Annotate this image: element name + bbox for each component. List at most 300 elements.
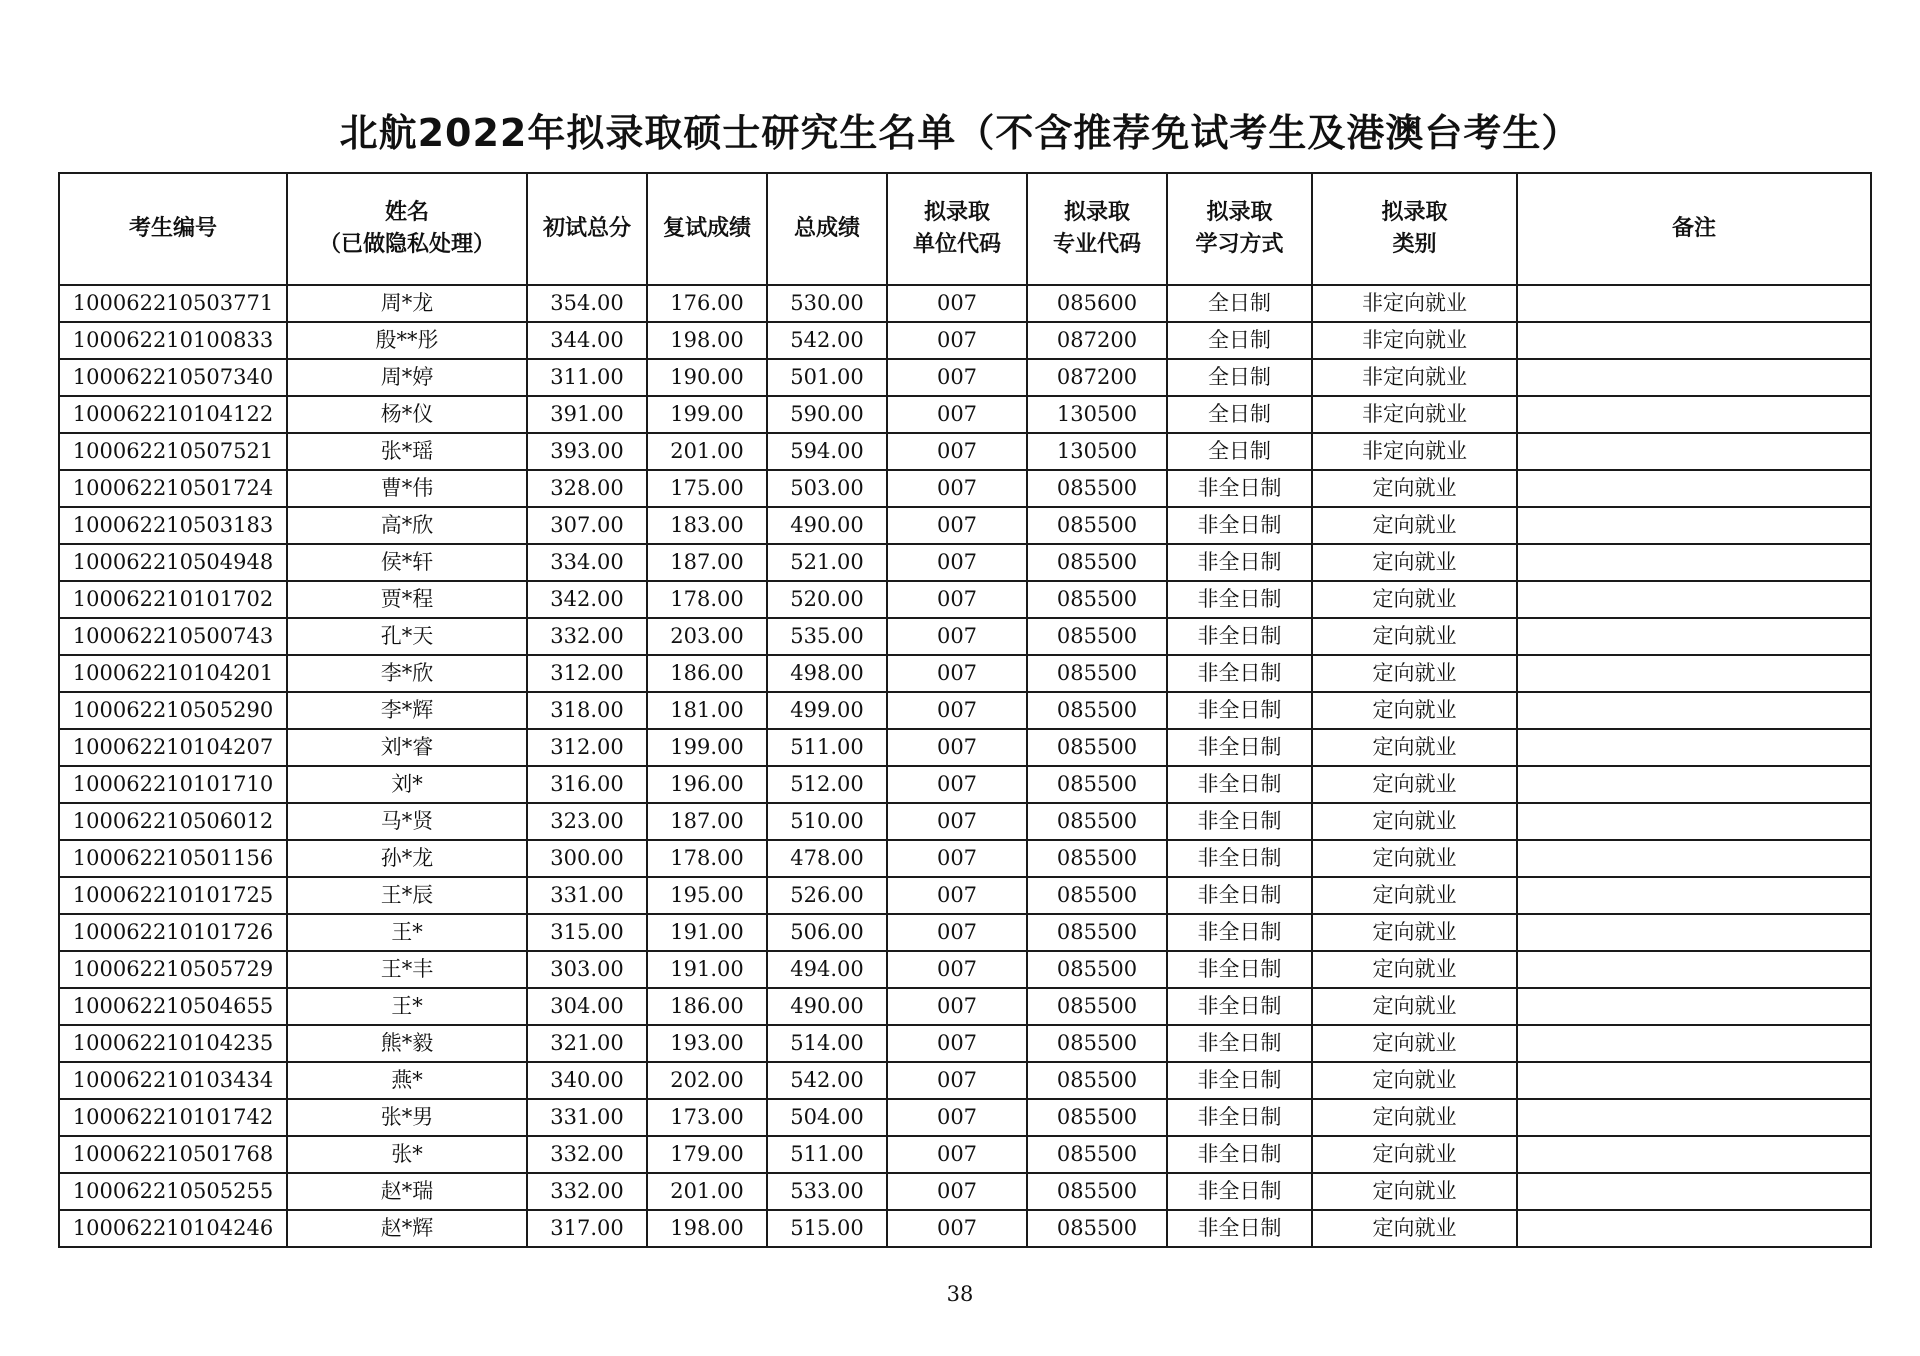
major-code-cell: 085500 xyxy=(1027,655,1167,692)
note-cell xyxy=(1517,359,1871,396)
retest-score-cell: 198.00 xyxy=(647,322,767,359)
name-cell: 刘*睿 xyxy=(287,729,527,766)
candidate-id-cell: 100062210101710 xyxy=(59,766,287,803)
study-mode-cell: 全日制 xyxy=(1167,285,1312,322)
name-cell: 曹*伟 xyxy=(287,470,527,507)
table-row xyxy=(59,914,1871,951)
category-cell: 非定向就业 xyxy=(1312,322,1517,359)
column-header-label: 初试总分 xyxy=(542,216,631,241)
note-cell xyxy=(1517,396,1871,433)
table-row xyxy=(59,803,1871,840)
major-code-cell: 085500 xyxy=(1027,470,1167,507)
name-cell: 张*瑶 xyxy=(287,433,527,470)
prelim-score-cell: 300.00 xyxy=(527,840,647,877)
note-cell xyxy=(1517,322,1871,359)
prelim-score-cell: 342.00 xyxy=(527,581,647,618)
note-cell xyxy=(1517,803,1871,840)
name-cell: 王* xyxy=(287,988,527,1025)
total-score-cell: 504.00 xyxy=(767,1099,887,1136)
total-score-cell: 506.00 xyxy=(767,914,887,951)
column-header xyxy=(1312,173,1517,285)
table-row xyxy=(59,1099,1871,1136)
total-score-cell: 590.00 xyxy=(767,396,887,433)
major-code-cell: 130500 xyxy=(1027,433,1167,470)
major-code-cell: 085500 xyxy=(1027,1136,1167,1173)
note-cell xyxy=(1517,618,1871,655)
prelim-score-cell: 340.00 xyxy=(527,1062,647,1099)
unit-code-cell: 007 xyxy=(887,951,1027,988)
study-mode-cell: 非全日制 xyxy=(1167,988,1312,1025)
study-mode-cell: 非全日制 xyxy=(1167,692,1312,729)
retest-score-cell: 199.00 xyxy=(647,729,767,766)
unit-code-cell: 007 xyxy=(887,1210,1027,1247)
note-cell xyxy=(1517,285,1871,322)
total-score-cell: 490.00 xyxy=(767,988,887,1025)
major-code-cell: 085500 xyxy=(1027,877,1167,914)
unit-code-cell: 007 xyxy=(887,1062,1027,1099)
category-cell: 定向就业 xyxy=(1312,1173,1517,1210)
column-header-label: 备注 xyxy=(1671,216,1716,241)
unit-code-cell: 007 xyxy=(887,914,1027,951)
category-cell: 非定向就业 xyxy=(1312,396,1517,433)
category-cell: 定向就业 xyxy=(1312,1062,1517,1099)
study-mode-cell: 非全日制 xyxy=(1167,729,1312,766)
column-header-label: 考生编号 xyxy=(128,216,217,241)
prelim-score-cell: 328.00 xyxy=(527,470,647,507)
note-cell xyxy=(1517,692,1871,729)
table-header xyxy=(59,173,1871,285)
study-mode-cell: 非全日制 xyxy=(1167,1025,1312,1062)
category-cell: 定向就业 xyxy=(1312,1025,1517,1062)
page-number: 38 xyxy=(946,1282,974,1306)
column-header xyxy=(1027,173,1167,285)
major-code-cell: 085500 xyxy=(1027,581,1167,618)
candidate-id-cell: 100062210100833 xyxy=(59,322,287,359)
unit-code-cell: 007 xyxy=(887,803,1027,840)
candidate-id-cell: 100062210506012 xyxy=(59,803,287,840)
total-score-cell: 542.00 xyxy=(767,1062,887,1099)
retest-score-cell: 201.00 xyxy=(647,433,767,470)
note-cell xyxy=(1517,877,1871,914)
retest-score-cell: 186.00 xyxy=(647,988,767,1025)
study-mode-cell: 非全日制 xyxy=(1167,1210,1312,1247)
major-code-cell: 085500 xyxy=(1027,1210,1167,1247)
major-code-cell: 085500 xyxy=(1027,988,1167,1025)
unit-code-cell: 007 xyxy=(887,285,1027,322)
prelim-score-cell: 332.00 xyxy=(527,1173,647,1210)
candidate-id-cell: 100062210104201 xyxy=(59,655,287,692)
note-cell xyxy=(1517,729,1871,766)
major-code-cell: 085500 xyxy=(1027,951,1167,988)
note-cell xyxy=(1517,1136,1871,1173)
column-header xyxy=(527,173,647,285)
table-row xyxy=(59,470,1871,507)
note-cell xyxy=(1517,840,1871,877)
column-header-sublabel: 类别 xyxy=(1392,232,1437,257)
retest-score-cell: 198.00 xyxy=(647,1210,767,1247)
prelim-score-cell: 321.00 xyxy=(527,1025,647,1062)
study-mode-cell: 非全日制 xyxy=(1167,840,1312,877)
name-cell: 赵*辉 xyxy=(287,1210,527,1247)
table-row xyxy=(59,1136,1871,1173)
name-cell: 张* xyxy=(287,1136,527,1173)
retest-score-cell: 187.00 xyxy=(647,803,767,840)
total-score-cell: 511.00 xyxy=(767,729,887,766)
retest-score-cell: 201.00 xyxy=(647,1173,767,1210)
name-cell: 李*欣 xyxy=(287,655,527,692)
major-code-cell: 085500 xyxy=(1027,1062,1167,1099)
candidate-id-cell: 100062210103434 xyxy=(59,1062,287,1099)
table-row xyxy=(59,322,1871,359)
major-code-cell: 085500 xyxy=(1027,766,1167,803)
unit-code-cell: 007 xyxy=(887,322,1027,359)
column-header xyxy=(647,173,767,285)
candidate-id-cell: 100062210104207 xyxy=(59,729,287,766)
category-cell: 定向就业 xyxy=(1312,618,1517,655)
name-cell: 李*辉 xyxy=(287,692,527,729)
table-row xyxy=(59,951,1871,988)
unit-code-cell: 007 xyxy=(887,359,1027,396)
major-code-cell: 085500 xyxy=(1027,1025,1167,1062)
name-cell: 张*男 xyxy=(287,1099,527,1136)
category-cell: 非定向就业 xyxy=(1312,359,1517,396)
candidate-id-cell: 100062210101726 xyxy=(59,914,287,951)
retest-score-cell: 176.00 xyxy=(647,285,767,322)
total-score-cell: 512.00 xyxy=(767,766,887,803)
note-cell xyxy=(1517,433,1871,470)
prelim-score-cell: 354.00 xyxy=(527,285,647,322)
unit-code-cell: 007 xyxy=(887,433,1027,470)
candidate-id-cell: 100062210101725 xyxy=(59,877,287,914)
total-score-cell: 526.00 xyxy=(767,877,887,914)
unit-code-cell: 007 xyxy=(887,1136,1027,1173)
total-score-cell: 511.00 xyxy=(767,1136,887,1173)
unit-code-cell: 007 xyxy=(887,1173,1027,1210)
retest-score-cell: 191.00 xyxy=(647,951,767,988)
retest-score-cell: 195.00 xyxy=(647,877,767,914)
candidate-id-cell: 100062210101742 xyxy=(59,1099,287,1136)
category-cell: 定向就业 xyxy=(1312,914,1517,951)
major-code-cell: 085500 xyxy=(1027,914,1167,951)
category-cell: 定向就业 xyxy=(1312,951,1517,988)
study-mode-cell: 非全日制 xyxy=(1167,1099,1312,1136)
table-row xyxy=(59,618,1871,655)
retest-score-cell: 187.00 xyxy=(647,544,767,581)
total-score-cell: 530.00 xyxy=(767,285,887,322)
retest-score-cell: 183.00 xyxy=(647,507,767,544)
prelim-score-cell: 315.00 xyxy=(527,914,647,951)
name-cell: 杨*仪 xyxy=(287,396,527,433)
page-title: 北航2022年拟录取硕士研究生名单（不含推荐免试考生及港澳台考生） xyxy=(339,111,1581,155)
study-mode-cell: 非全日制 xyxy=(1167,618,1312,655)
category-cell: 定向就业 xyxy=(1312,840,1517,877)
unit-code-cell: 007 xyxy=(887,544,1027,581)
header-row xyxy=(59,173,1871,285)
name-cell: 刘* xyxy=(287,766,527,803)
candidate-id-cell: 100062210504655 xyxy=(59,988,287,1025)
major-code-cell: 085500 xyxy=(1027,544,1167,581)
note-cell xyxy=(1517,951,1871,988)
total-score-cell: 520.00 xyxy=(767,581,887,618)
category-cell: 定向就业 xyxy=(1312,692,1517,729)
table-row xyxy=(59,1173,1871,1210)
table-row xyxy=(59,766,1871,803)
note-cell xyxy=(1517,1173,1871,1210)
candidate-id-cell: 100062210505255 xyxy=(59,1173,287,1210)
category-cell: 非定向就业 xyxy=(1312,285,1517,322)
note-cell xyxy=(1517,470,1871,507)
note-cell xyxy=(1517,1099,1871,1136)
name-cell: 侯*轩 xyxy=(287,544,527,581)
column-header-sublabel: 专业代码 xyxy=(1052,232,1141,257)
candidate-id-cell: 100062210507521 xyxy=(59,433,287,470)
total-score-cell: 594.00 xyxy=(767,433,887,470)
candidate-id-cell: 100062210505290 xyxy=(59,692,287,729)
unit-code-cell: 007 xyxy=(887,470,1027,507)
total-score-cell: 535.00 xyxy=(767,618,887,655)
unit-code-cell: 007 xyxy=(887,766,1027,803)
unit-code-cell: 007 xyxy=(887,692,1027,729)
table-row xyxy=(59,729,1871,766)
name-cell: 王* xyxy=(287,914,527,951)
name-cell: 马*贤 xyxy=(287,803,527,840)
column-header-sublabel: 单位代码 xyxy=(912,232,1001,257)
name-cell: 孔*天 xyxy=(287,618,527,655)
retest-score-cell: 196.00 xyxy=(647,766,767,803)
total-score-cell: 494.00 xyxy=(767,951,887,988)
table-row xyxy=(59,840,1871,877)
unit-code-cell: 007 xyxy=(887,729,1027,766)
retest-score-cell: 179.00 xyxy=(647,1136,767,1173)
retest-score-cell: 202.00 xyxy=(647,1062,767,1099)
column-header xyxy=(1517,173,1871,285)
candidate-id-cell: 100062210501724 xyxy=(59,470,287,507)
total-score-cell: 510.00 xyxy=(767,803,887,840)
table-row xyxy=(59,433,1871,470)
study-mode-cell: 非全日制 xyxy=(1167,507,1312,544)
retest-score-cell: 199.00 xyxy=(647,396,767,433)
note-cell xyxy=(1517,1025,1871,1062)
study-mode-cell: 非全日制 xyxy=(1167,470,1312,507)
retest-score-cell: 186.00 xyxy=(647,655,767,692)
study-mode-cell: 全日制 xyxy=(1167,396,1312,433)
category-cell: 定向就业 xyxy=(1312,544,1517,581)
name-cell: 熊*毅 xyxy=(287,1025,527,1062)
candidate-id-cell: 100062210507340 xyxy=(59,359,287,396)
name-cell: 王*丰 xyxy=(287,951,527,988)
total-score-cell: 521.00 xyxy=(767,544,887,581)
category-cell: 定向就业 xyxy=(1312,877,1517,914)
name-cell: 王*辰 xyxy=(287,877,527,914)
prelim-score-cell: 316.00 xyxy=(527,766,647,803)
prelim-score-cell: 304.00 xyxy=(527,988,647,1025)
study-mode-cell: 非全日制 xyxy=(1167,951,1312,988)
retest-score-cell: 193.00 xyxy=(647,1025,767,1062)
retest-score-cell: 173.00 xyxy=(647,1099,767,1136)
retest-score-cell: 203.00 xyxy=(647,618,767,655)
candidate-id-cell: 100062210504948 xyxy=(59,544,287,581)
total-score-cell: 515.00 xyxy=(767,1210,887,1247)
retest-score-cell: 190.00 xyxy=(647,359,767,396)
prelim-score-cell: 323.00 xyxy=(527,803,647,840)
study-mode-cell: 非全日制 xyxy=(1167,803,1312,840)
study-mode-cell: 非全日制 xyxy=(1167,655,1312,692)
prelim-score-cell: 334.00 xyxy=(527,544,647,581)
major-code-cell: 085500 xyxy=(1027,1099,1167,1136)
unit-code-cell: 007 xyxy=(887,618,1027,655)
note-cell xyxy=(1517,1210,1871,1247)
column-header xyxy=(767,173,887,285)
unit-code-cell: 007 xyxy=(887,1099,1027,1136)
prelim-score-cell: 312.00 xyxy=(527,655,647,692)
note-cell xyxy=(1517,581,1871,618)
name-cell: 殷**彤 xyxy=(287,322,527,359)
column-header-label: 拟录取 xyxy=(1381,200,1448,225)
prelim-score-cell: 312.00 xyxy=(527,729,647,766)
table-row xyxy=(59,285,1871,322)
study-mode-cell: 非全日制 xyxy=(1167,1136,1312,1173)
total-score-cell: 542.00 xyxy=(767,322,887,359)
major-code-cell: 087200 xyxy=(1027,322,1167,359)
total-score-cell: 490.00 xyxy=(767,507,887,544)
unit-code-cell: 007 xyxy=(887,988,1027,1025)
retest-score-cell: 178.00 xyxy=(647,581,767,618)
column-header-label: 复试成绩 xyxy=(662,216,751,241)
prelim-score-cell: 331.00 xyxy=(527,1099,647,1136)
column-header-label: 拟录取 xyxy=(1206,200,1273,225)
study-mode-cell: 非全日制 xyxy=(1167,914,1312,951)
name-cell: 高*欣 xyxy=(287,507,527,544)
name-cell: 赵*瑞 xyxy=(287,1173,527,1210)
prelim-score-cell: 303.00 xyxy=(527,951,647,988)
total-score-cell: 498.00 xyxy=(767,655,887,692)
category-cell: 定向就业 xyxy=(1312,1099,1517,1136)
name-cell: 周*婷 xyxy=(287,359,527,396)
total-score-cell: 503.00 xyxy=(767,470,887,507)
table-row xyxy=(59,544,1871,581)
prelim-score-cell: 391.00 xyxy=(527,396,647,433)
category-cell: 非定向就业 xyxy=(1312,433,1517,470)
prelim-score-cell: 307.00 xyxy=(527,507,647,544)
column-header xyxy=(1167,173,1312,285)
note-cell xyxy=(1517,507,1871,544)
table-row xyxy=(59,1025,1871,1062)
table-row xyxy=(59,655,1871,692)
category-cell: 定向就业 xyxy=(1312,581,1517,618)
column-header-label: 姓名 xyxy=(384,200,429,225)
column-header xyxy=(887,173,1027,285)
note-cell xyxy=(1517,544,1871,581)
total-score-cell: 478.00 xyxy=(767,840,887,877)
study-mode-cell: 全日制 xyxy=(1167,433,1312,470)
name-cell: 孙*龙 xyxy=(287,840,527,877)
table-row xyxy=(59,1062,1871,1099)
column-header-label: 拟录取 xyxy=(1063,200,1130,225)
study-mode-cell: 非全日制 xyxy=(1167,877,1312,914)
major-code-cell: 130500 xyxy=(1027,396,1167,433)
study-mode-cell: 非全日制 xyxy=(1167,1062,1312,1099)
table-row xyxy=(59,988,1871,1025)
retest-score-cell: 181.00 xyxy=(647,692,767,729)
unit-code-cell: 007 xyxy=(887,877,1027,914)
major-code-cell: 085500 xyxy=(1027,840,1167,877)
column-header-label: 拟录取 xyxy=(923,200,990,225)
total-score-cell: 533.00 xyxy=(767,1173,887,1210)
unit-code-cell: 007 xyxy=(887,396,1027,433)
note-cell xyxy=(1517,1062,1871,1099)
prelim-score-cell: 317.00 xyxy=(527,1210,647,1247)
candidate-id-cell: 100062210104246 xyxy=(59,1210,287,1247)
prelim-score-cell: 332.00 xyxy=(527,618,647,655)
prelim-score-cell: 332.00 xyxy=(527,1136,647,1173)
table-row xyxy=(59,396,1871,433)
name-cell: 周*龙 xyxy=(287,285,527,322)
table-row xyxy=(59,1210,1871,1247)
note-cell xyxy=(1517,914,1871,951)
table-row xyxy=(59,692,1871,729)
study-mode-cell: 全日制 xyxy=(1167,359,1312,396)
major-code-cell: 087200 xyxy=(1027,359,1167,396)
category-cell: 定向就业 xyxy=(1312,655,1517,692)
retest-score-cell: 178.00 xyxy=(647,840,767,877)
category-cell: 定向就业 xyxy=(1312,729,1517,766)
major-code-cell: 085500 xyxy=(1027,692,1167,729)
major-code-cell: 085500 xyxy=(1027,729,1167,766)
note-cell xyxy=(1517,766,1871,803)
column-header-label: 总成绩 xyxy=(793,216,860,241)
unit-code-cell: 007 xyxy=(887,507,1027,544)
prelim-score-cell: 393.00 xyxy=(527,433,647,470)
study-mode-cell: 非全日制 xyxy=(1167,766,1312,803)
unit-code-cell: 007 xyxy=(887,581,1027,618)
retest-score-cell: 175.00 xyxy=(647,470,767,507)
unit-code-cell: 007 xyxy=(887,655,1027,692)
admission-table xyxy=(58,172,1872,1248)
total-score-cell: 501.00 xyxy=(767,359,887,396)
category-cell: 定向就业 xyxy=(1312,766,1517,803)
column-header xyxy=(287,173,527,285)
candidate-id-cell: 100062210500743 xyxy=(59,618,287,655)
total-score-cell: 499.00 xyxy=(767,692,887,729)
prelim-score-cell: 344.00 xyxy=(527,322,647,359)
category-cell: 定向就业 xyxy=(1312,507,1517,544)
candidate-id-cell: 100062210501768 xyxy=(59,1136,287,1173)
column-header-sublabel: （已做隐私处理） xyxy=(318,232,495,257)
column-header xyxy=(59,173,287,285)
note-cell xyxy=(1517,988,1871,1025)
prelim-score-cell: 331.00 xyxy=(527,877,647,914)
prelim-score-cell: 318.00 xyxy=(527,692,647,729)
category-cell: 定向就业 xyxy=(1312,803,1517,840)
table-row xyxy=(59,581,1871,618)
prelim-score-cell: 311.00 xyxy=(527,359,647,396)
major-code-cell: 085600 xyxy=(1027,285,1167,322)
candidate-id-cell: 100062210104235 xyxy=(59,1025,287,1062)
major-code-cell: 085500 xyxy=(1027,507,1167,544)
category-cell: 定向就业 xyxy=(1312,1136,1517,1173)
category-cell: 定向就业 xyxy=(1312,470,1517,507)
name-cell: 贾*程 xyxy=(287,581,527,618)
category-cell: 定向就业 xyxy=(1312,1210,1517,1247)
major-code-cell: 085500 xyxy=(1027,803,1167,840)
study-mode-cell: 全日制 xyxy=(1167,322,1312,359)
candidate-id-cell: 100062210501156 xyxy=(59,840,287,877)
unit-code-cell: 007 xyxy=(887,1025,1027,1062)
category-cell: 定向就业 xyxy=(1312,988,1517,1025)
unit-code-cell: 007 xyxy=(887,840,1027,877)
candidate-id-cell: 100062210503183 xyxy=(59,507,287,544)
table-row xyxy=(59,877,1871,914)
